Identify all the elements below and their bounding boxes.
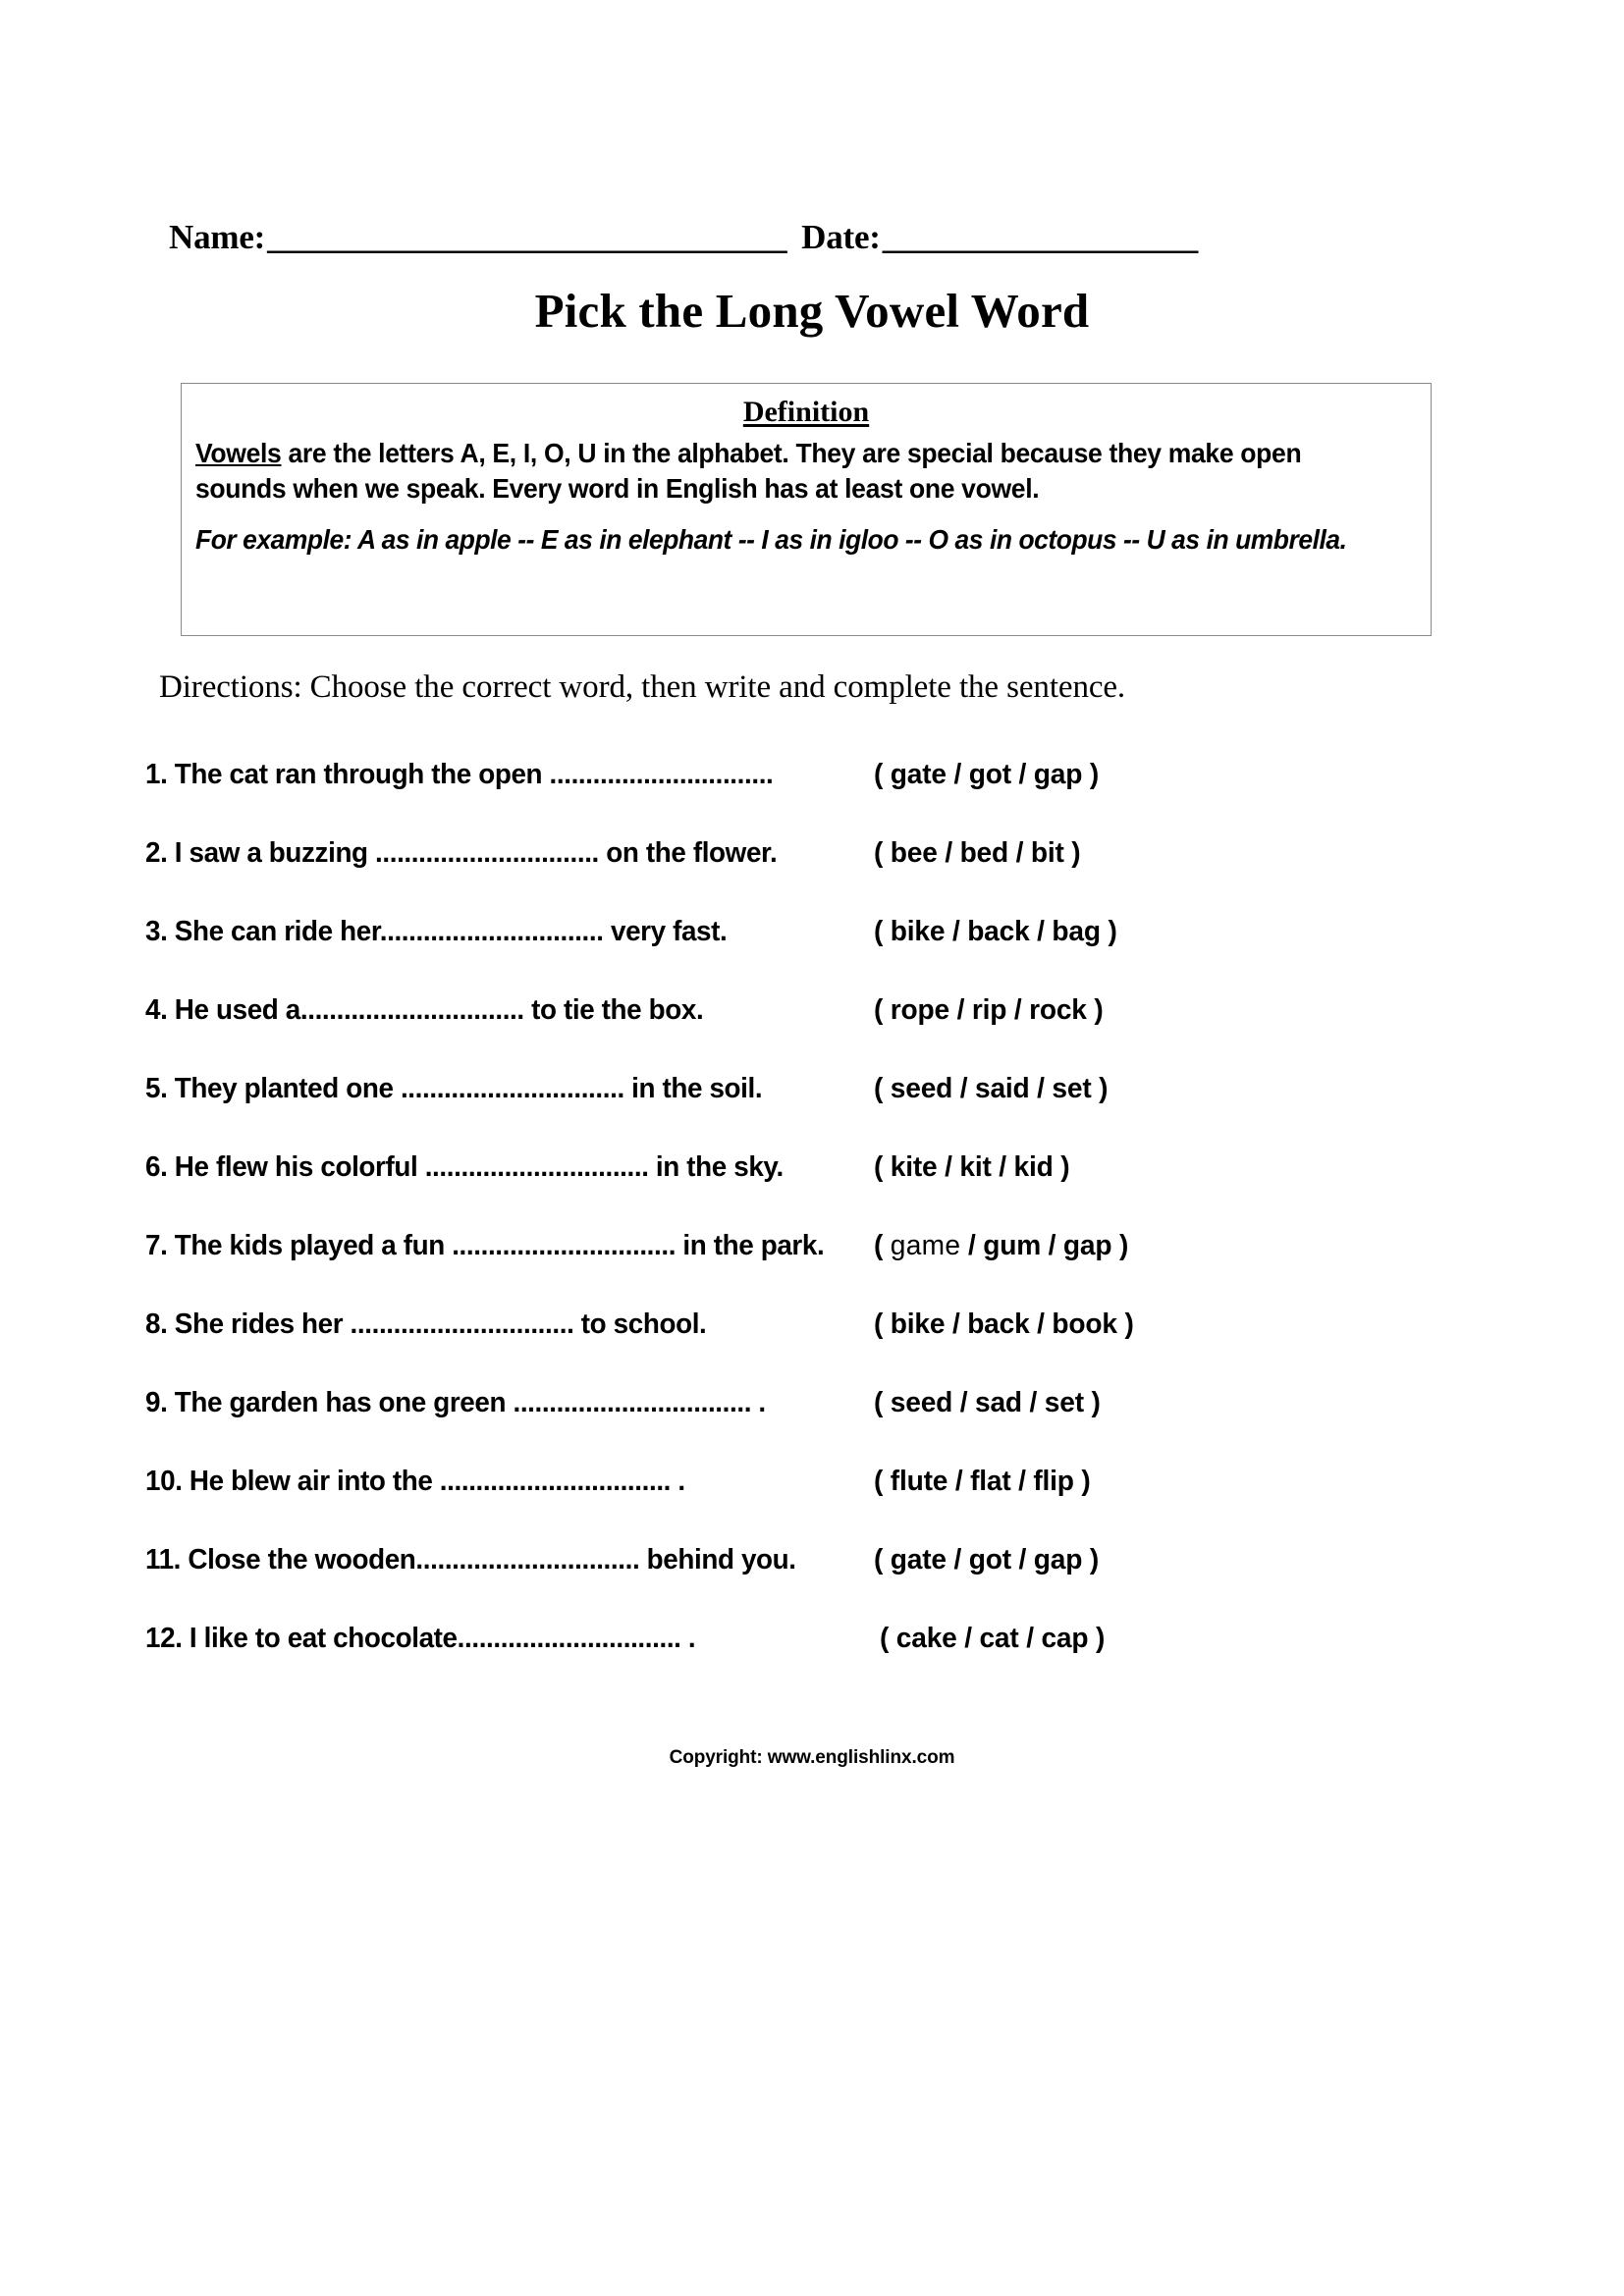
- choice-separator: /: [1029, 1073, 1053, 1104]
- choices-close-paren: ): [1073, 1466, 1091, 1497]
- choice-option-b[interactable]: got: [968, 1544, 1011, 1575]
- answer-choices: [874, 761, 1099, 789]
- answer-choices: [874, 996, 1104, 1025]
- question-row: [145, 1389, 1481, 1468]
- choice-option-c[interactable]: gap: [1033, 759, 1083, 790]
- question-sentence: 8. She rides her ............................... to school.: [145, 1308, 707, 1340]
- choices-close-paren: ): [1083, 1387, 1101, 1418]
- choice-option-a[interactable]: seed: [890, 1073, 953, 1104]
- choices-close-paren: ): [1091, 1073, 1109, 1104]
- choices-open-paren: (: [874, 1466, 891, 1497]
- question-row: [145, 1310, 1481, 1389]
- question-row: [145, 839, 1481, 918]
- choice-option-b[interactable]: rip: [971, 994, 1007, 1026]
- choice-option-a[interactable]: bee: [890, 837, 938, 869]
- question-row: [145, 761, 1481, 839]
- choice-option-a[interactable]: rope: [890, 994, 949, 1026]
- choice-option-c[interactable]: book: [1052, 1308, 1117, 1340]
- choices-open-paren: (: [874, 994, 891, 1026]
- questions-list: [145, 761, 1481, 1703]
- date-write-line[interactable]: ____________________: [882, 218, 1197, 256]
- choices-open-paren: (: [874, 837, 891, 869]
- name-write-line[interactable]: _________________________________: [267, 218, 786, 256]
- choice-option-a[interactable]: cake: [895, 1623, 957, 1654]
- definition-body: [195, 436, 1374, 507]
- definition-body-text: are the letters A, E, I, O, U in the alphabet. They are special because they make open sounds when we speak. Every word in English has at least one vowel.: [195, 438, 1302, 504]
- answer-choices: [874, 1310, 1134, 1339]
- question-sentence: 5. They planted one ............................... in the soil.: [145, 1073, 763, 1104]
- choice-separator: /: [945, 1308, 968, 1340]
- choice-separator: /: [947, 1466, 971, 1497]
- choice-separator: /: [1029, 916, 1053, 947]
- choices-open-paren: (: [874, 1151, 891, 1183]
- question-sentence: 12. I like to eat chocolate............................... .: [145, 1623, 696, 1654]
- choice-option-c[interactable]: bit: [1030, 837, 1064, 869]
- choices-close-paren: ): [1116, 1308, 1134, 1340]
- choice-option-b[interactable]: back: [967, 916, 1030, 947]
- choices-close-paren: ): [1053, 1151, 1070, 1183]
- answer-choices: [880, 1625, 1105, 1653]
- choice-option-c[interactable]: cap: [1041, 1623, 1089, 1654]
- question-row: [145, 996, 1481, 1075]
- choice-option-c[interactable]: gap: [1062, 1230, 1112, 1261]
- question-sentence: 10. He blew air into the ................................ .: [145, 1466, 685, 1497]
- name-date-row: [169, 218, 1465, 271]
- choice-option-b[interactable]: bed: [959, 837, 1009, 869]
- choice-option-a[interactable]: bike: [890, 916, 946, 947]
- choice-option-a[interactable]: bike: [890, 1308, 946, 1340]
- choice-separator: /: [952, 1073, 976, 1104]
- page-title: Pick the Long Vowel Word: [534, 284, 1090, 338]
- date-label: Date:: [801, 218, 881, 256]
- choice-separator: /: [956, 1623, 980, 1654]
- choice-option-c[interactable]: gap: [1033, 1544, 1083, 1575]
- choice-option-a[interactable]: gate: [890, 759, 947, 790]
- choice-separator: /: [1029, 1308, 1053, 1340]
- question-sentence: 6. He flew his colorful ............................... in the sky.: [145, 1151, 784, 1183]
- answer-choices: [874, 1389, 1101, 1417]
- choice-option-c[interactable]: set: [1044, 1387, 1084, 1418]
- choices-close-paren: ): [1100, 916, 1117, 947]
- choice-option-c[interactable]: rock: [1029, 994, 1087, 1026]
- choice-option-b[interactable]: kit: [959, 1151, 992, 1183]
- choice-option-a[interactable]: flute: [890, 1466, 948, 1497]
- question-sentence: 1. The cat ran through the open ...............................: [145, 759, 774, 790]
- answer-choices: [874, 839, 1080, 868]
- question-row: [145, 1153, 1481, 1232]
- choice-separator: /: [1010, 759, 1034, 790]
- choice-separator: /: [1010, 1544, 1034, 1575]
- name-label: Name:: [169, 218, 266, 256]
- choice-option-a[interactable]: kite: [890, 1151, 938, 1183]
- question-sentence: 11. Close the wooden............................... behind you.: [145, 1544, 796, 1575]
- choices-open-paren: (: [874, 1544, 891, 1575]
- question-sentence: 2. I saw a buzzing ............................... on the flower.: [145, 837, 778, 869]
- directions-text: Directions: Choose the correct word, then write and complete the sentence.: [159, 669, 1126, 705]
- choice-separator: /: [948, 994, 972, 1026]
- question-row: [145, 1075, 1481, 1153]
- choice-separator: /: [937, 837, 960, 869]
- question-sentence: 4. He used a............................... to tie the box.: [145, 994, 704, 1026]
- choice-option-c[interactable]: bag: [1052, 916, 1101, 947]
- choices-open-paren: (: [874, 1387, 891, 1418]
- choices-open-paren: (: [874, 759, 891, 790]
- choices-close-paren: ): [1082, 759, 1100, 790]
- question-row: [145, 1546, 1481, 1625]
- choice-option-b[interactable]: got: [968, 759, 1011, 790]
- definition-box: [181, 383, 1432, 636]
- question-sentence: 3. She can ride her............................... very fast.: [145, 916, 728, 947]
- choice-option-b[interactable]: said: [975, 1073, 1030, 1104]
- choices-close-paren: ): [1082, 1544, 1100, 1575]
- answer-choices: [874, 1075, 1108, 1103]
- choice-separator: /: [952, 1387, 976, 1418]
- choices-open-paren: (: [874, 1073, 891, 1104]
- choice-option-a[interactable]: seed: [890, 1387, 953, 1418]
- choices-open-paren: (: [874, 1230, 891, 1261]
- answer-choices: [874, 1232, 1128, 1260]
- choice-separator: /: [1010, 1466, 1034, 1497]
- choice-option-b[interactable]: back: [967, 1308, 1030, 1340]
- choice-option-b[interactable]: sad: [975, 1387, 1022, 1418]
- definition-term: Vowels: [195, 438, 282, 468]
- answer-choices: [874, 1546, 1099, 1575]
- answer-choices: [874, 1153, 1069, 1182]
- choice-separator: /: [946, 1544, 969, 1575]
- choices-open-paren: (: [874, 1308, 891, 1340]
- choices-close-paren: ): [1111, 1230, 1129, 1261]
- choice-option-c[interactable]: set: [1052, 1073, 1092, 1104]
- question-row: [145, 1625, 1481, 1703]
- choice-separator: /: [1021, 1387, 1045, 1418]
- choice-separator: /: [937, 1151, 960, 1183]
- question-row: [145, 1468, 1481, 1546]
- choice-option-b[interactable]: gum: [983, 1230, 1042, 1261]
- choices-open-paren: (: [880, 1623, 896, 1654]
- definition-example: For example: A as in apple -- E as in elephant -- I as in igloo -- O as in octopus -- U as in umbrella.: [195, 523, 1347, 555]
- answer-choices: [874, 1468, 1091, 1496]
- choice-separator: /: [1041, 1230, 1063, 1261]
- choice-separator: /: [945, 916, 968, 947]
- question-sentence: 7. The kids played a fun ............................... in the park.: [145, 1230, 825, 1261]
- choice-separator: /: [946, 759, 969, 790]
- choice-separator: /: [1018, 1623, 1042, 1654]
- question-row: [145, 918, 1481, 996]
- choices-close-paren: ): [1086, 994, 1104, 1026]
- choice-separator: /: [991, 1151, 1014, 1183]
- choices-open-paren: (: [874, 916, 891, 947]
- choice-option-a[interactable]: game: [890, 1230, 961, 1261]
- choices-close-paren: ): [1063, 837, 1081, 869]
- choice-option-a[interactable]: gate: [890, 1544, 947, 1575]
- choice-option-b[interactable]: flat: [970, 1466, 1011, 1497]
- question-sentence: 9. The garden has one green ................................. .: [145, 1387, 766, 1418]
- answer-choices: [874, 918, 1117, 946]
- copyright-notice: Copyright: www.englishlinx.com: [669, 1747, 955, 1768]
- choice-separator: /: [1008, 837, 1031, 869]
- choice-separator: /: [1006, 994, 1030, 1026]
- choice-option-c[interactable]: kid: [1013, 1151, 1054, 1183]
- definition-heading: Definition: [742, 396, 870, 428]
- choices-close-paren: ): [1088, 1623, 1106, 1654]
- choice-option-c[interactable]: flip: [1033, 1466, 1074, 1497]
- question-row: [145, 1232, 1481, 1310]
- choice-option-b[interactable]: cat: [979, 1623, 1019, 1654]
- choice-separator: /: [960, 1230, 984, 1261]
